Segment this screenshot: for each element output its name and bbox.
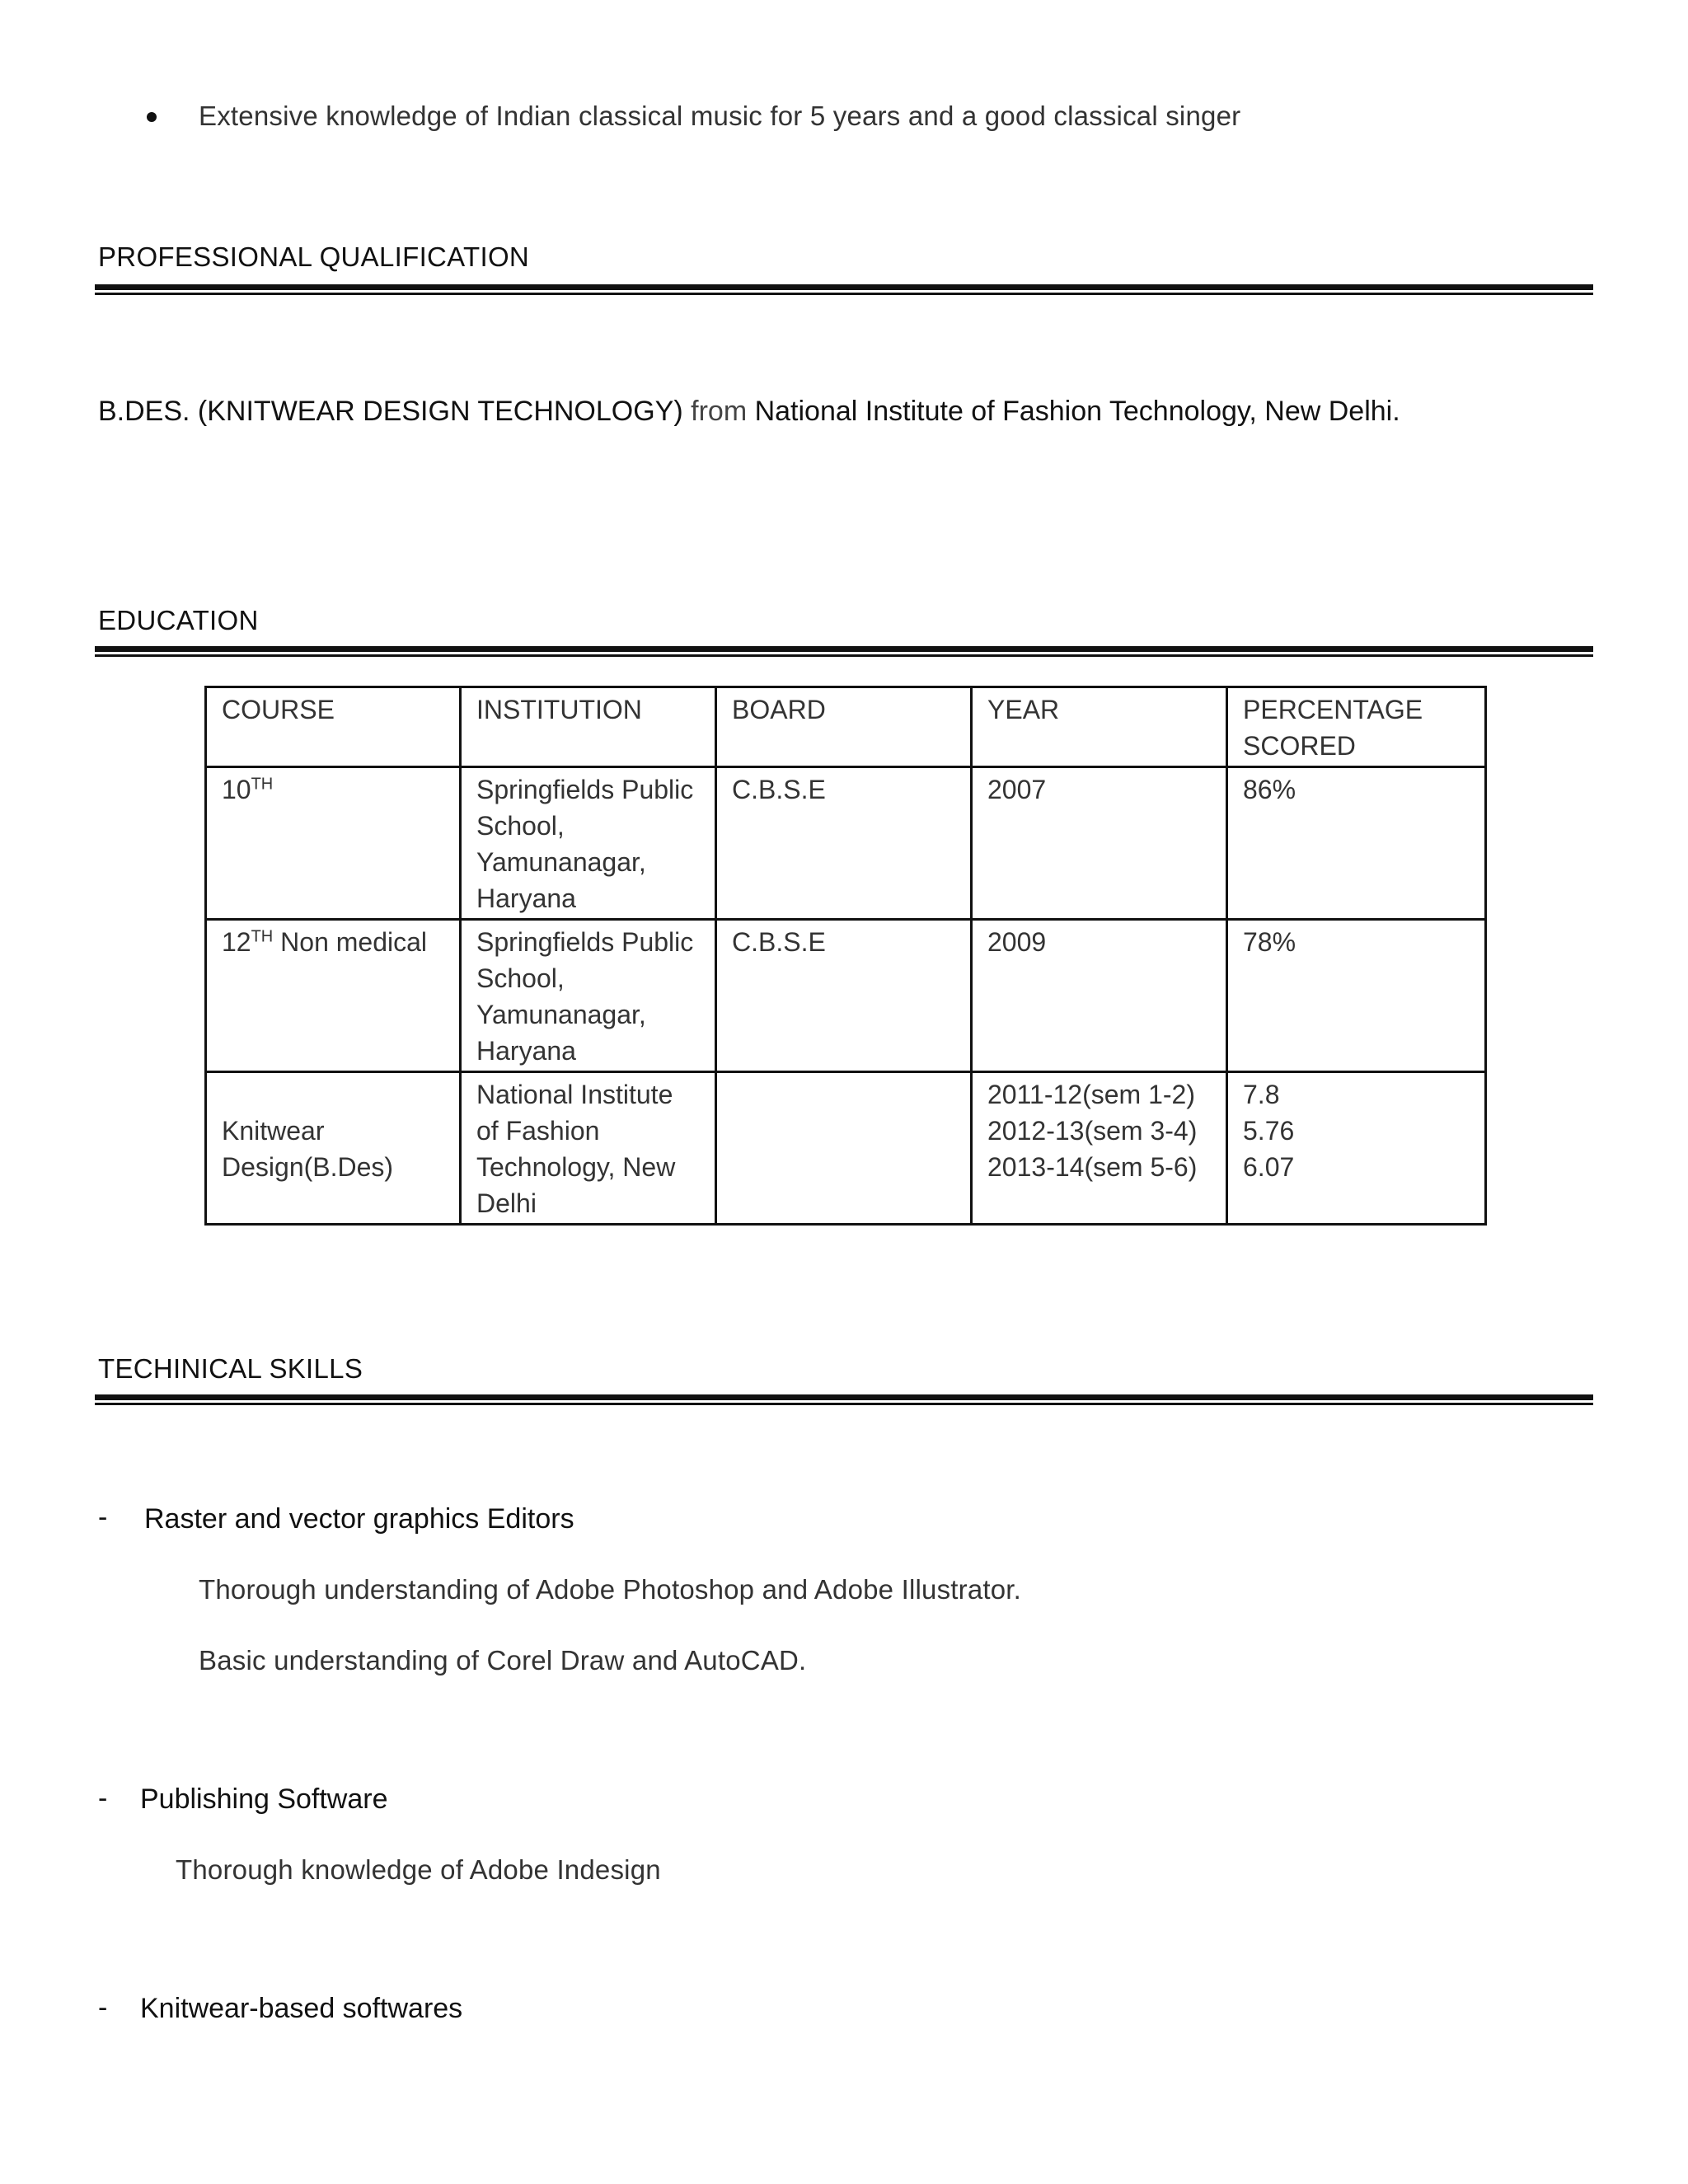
skill-dash: -	[98, 1502, 108, 1533]
institution-cell: National Institute of Fashion Technology, New Delhi	[461, 1072, 716, 1225]
education-table	[204, 686, 1487, 1226]
table-row	[206, 1072, 1486, 1225]
board-cell: C.B.S.E	[716, 920, 972, 1072]
course-superscript: TH	[251, 927, 274, 946]
course-number: 12	[222, 927, 251, 957]
skill-heading-knitwear: Knitwear-based softwares	[140, 1993, 463, 2024]
header-institution: INSTITUTION	[461, 687, 716, 767]
skill-dash: -	[98, 1992, 108, 2023]
skill-detail: Basic understanding of Corel Draw and AutoCAD.	[199, 1645, 807, 1675]
board-cell: C.B.S.E	[716, 767, 972, 920]
institution-cell: Springfields Public School, Yamunanagar, Haryana	[461, 920, 716, 1072]
year-cell	[972, 1072, 1227, 1225]
skill-detail: Thorough knowledge of Adobe Indesign	[176, 1854, 661, 1885]
section-divider	[95, 646, 1593, 657]
semester-score: 6.07	[1243, 1152, 1295, 1182]
table-header-row	[206, 687, 1486, 767]
semester-score: 7.8	[1243, 1080, 1280, 1109]
skill-heading-publishing: Publishing Software	[140, 1783, 388, 1815]
score-cell: 86%	[1227, 767, 1486, 920]
skill-dash: -	[98, 1783, 108, 1814]
score-cell	[1227, 1072, 1486, 1225]
bullet-dot	[147, 112, 157, 122]
header-year: YEAR	[972, 687, 1227, 767]
qualification-degree: B.DES. (KNITWEAR DESIGN TECHNOLOGY)	[98, 396, 683, 427]
qualification-institute: National Institute of Fashion Technology, New Delhi.	[754, 396, 1400, 427]
section-divider	[95, 1394, 1593, 1405]
institution-cell: Springfields Public School, Yamunanagar, Haryana	[461, 767, 716, 920]
table-row	[206, 920, 1486, 1072]
education-title: EDUCATION	[98, 605, 259, 635]
course-number: 10	[222, 775, 251, 804]
qualification-line	[98, 396, 1400, 428]
table-row	[206, 767, 1486, 920]
header-board: BOARD	[716, 687, 972, 767]
course-cell	[206, 920, 461, 1072]
course-suffix: Non medical	[273, 927, 428, 957]
course-cell: Knitwear Design(B.Des)	[206, 1072, 461, 1225]
semester-year: 2011-12(sem 1-2)	[987, 1080, 1195, 1109]
year-cell: 2007	[972, 767, 1227, 920]
year-cell: 2009	[972, 920, 1227, 1072]
header-percentage: PERCENTAGE SCORED	[1227, 687, 1486, 767]
section-divider	[95, 284, 1593, 295]
intro-bullet-text: Extensive knowledge of Indian classical music for 5 years and a good classical singer	[199, 101, 1241, 131]
board-cell	[716, 1072, 972, 1225]
semester-year: 2012-13(sem 3-4)	[987, 1116, 1198, 1146]
qualification-from: from	[691, 396, 748, 427]
header-course: COURSE	[206, 687, 461, 767]
skill-detail: Thorough understanding of Adobe Photoshop and Adobe Illustrator.	[199, 1574, 1022, 1605]
technical-skills-title: TECHINICAL SKILLS	[98, 1353, 363, 1384]
course-superscript: TH	[251, 775, 274, 794]
semester-score: 5.76	[1243, 1116, 1295, 1146]
professional-qualification-title: PROFESSIONAL QUALIFICATION	[98, 241, 530, 272]
score-cell: 78%	[1227, 920, 1486, 1072]
semester-year: 2013-14(sem 5-6)	[987, 1152, 1198, 1182]
skill-heading-graphics: Raster and vector graphics Editors	[144, 1503, 574, 1535]
course-cell	[206, 767, 461, 920]
